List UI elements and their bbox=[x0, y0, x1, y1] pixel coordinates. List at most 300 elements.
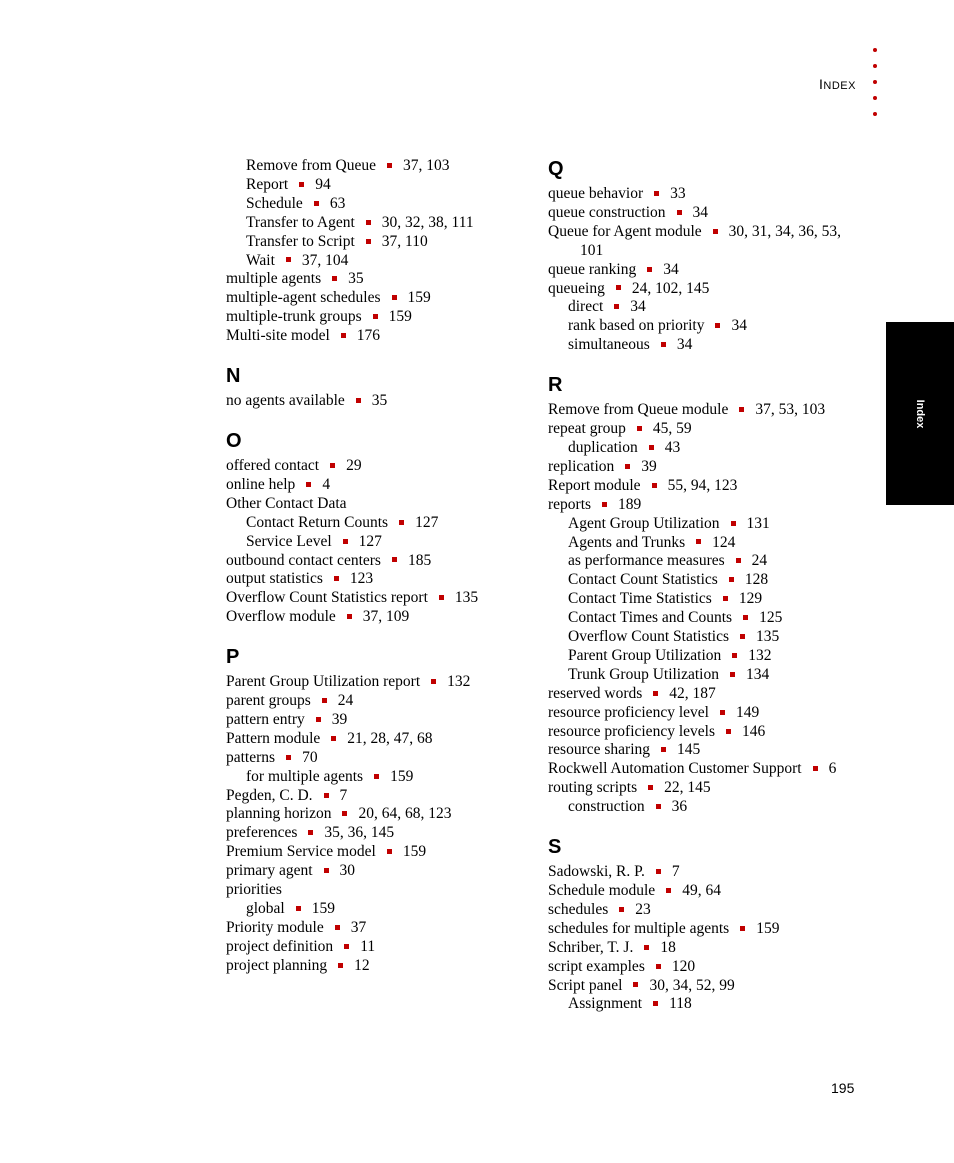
page-references: 63 bbox=[329, 194, 346, 212]
bullet-icon bbox=[392, 295, 397, 300]
bullet-icon bbox=[392, 557, 397, 562]
bullet-icon bbox=[334, 576, 339, 581]
index-term: schedules for multiple agents bbox=[548, 919, 730, 937]
page-references: 159 bbox=[402, 843, 427, 861]
page-references: 43 bbox=[664, 438, 681, 456]
index-term: Report bbox=[246, 175, 289, 193]
bullet-icon bbox=[813, 766, 818, 771]
page-references: 34 bbox=[663, 260, 679, 278]
index-entry bbox=[226, 881, 526, 900]
bullet-icon bbox=[625, 464, 630, 469]
index-subentry bbox=[548, 609, 868, 628]
index-term: Rockwell Automation Customer Support bbox=[548, 760, 802, 778]
index-subentry bbox=[548, 552, 868, 571]
page-references: 159 bbox=[388, 308, 412, 326]
page-references: 37, 110 bbox=[381, 232, 428, 250]
index-subentry bbox=[548, 628, 868, 647]
index-entry bbox=[226, 805, 526, 824]
page-references: 159 bbox=[407, 289, 431, 307]
bullet-icon bbox=[731, 521, 736, 526]
index-term: online help bbox=[226, 475, 296, 493]
bullet-icon bbox=[387, 163, 392, 168]
page-references: 145 bbox=[677, 741, 701, 759]
index-entry bbox=[226, 570, 526, 589]
bullet-icon bbox=[341, 333, 346, 338]
bullet-icon bbox=[342, 811, 347, 816]
index-term: outbound contact centers bbox=[226, 551, 381, 569]
page-references: 30, 32, 38, 111 bbox=[381, 213, 474, 231]
dot-icon bbox=[873, 112, 877, 116]
page-references: 94 bbox=[315, 175, 331, 193]
page-references: 23 bbox=[635, 900, 651, 918]
page-references: 35 bbox=[348, 270, 364, 288]
bullet-icon bbox=[286, 257, 291, 262]
index-term: duplication bbox=[568, 438, 638, 456]
index-term: Report module bbox=[548, 476, 641, 494]
page-references: 132 bbox=[447, 673, 471, 691]
bullet-icon bbox=[656, 964, 661, 969]
index-entry bbox=[226, 938, 526, 957]
bullet-icon bbox=[286, 755, 291, 760]
index-term: Contact Count Statistics bbox=[568, 571, 718, 589]
page-references: 146 bbox=[741, 722, 766, 740]
index-term: Other Contact Data bbox=[226, 494, 347, 512]
bullet-icon bbox=[730, 672, 735, 677]
index-term: planning horizon bbox=[226, 805, 332, 823]
index-entry bbox=[226, 730, 526, 749]
bullet-icon bbox=[739, 407, 744, 412]
bullet-icon bbox=[647, 267, 652, 272]
bullet-icon bbox=[653, 691, 658, 696]
bullet-icon bbox=[330, 463, 335, 468]
index-term: queue behavior bbox=[548, 185, 644, 202]
index-term: priorities bbox=[226, 881, 282, 899]
bullet-icon bbox=[720, 710, 725, 715]
page-references: 30 bbox=[339, 862, 356, 880]
bullet-icon bbox=[740, 926, 745, 931]
bullet-icon bbox=[335, 925, 340, 930]
bullet-icon bbox=[661, 747, 666, 752]
index-term: 101 bbox=[580, 241, 604, 259]
index-term: Agent Group Utilization bbox=[568, 514, 720, 532]
index-subentry bbox=[548, 534, 868, 553]
index-entry bbox=[548, 223, 868, 242]
bullet-icon bbox=[726, 729, 731, 734]
index-entry bbox=[548, 261, 868, 280]
running-header bbox=[819, 76, 856, 92]
bullet-icon bbox=[732, 653, 737, 658]
index-entry bbox=[548, 939, 868, 958]
index-subentry bbox=[548, 298, 868, 317]
bullet-icon bbox=[652, 483, 657, 488]
index-term: resource proficiency levels bbox=[548, 722, 715, 740]
index-term: Parent Group Utilization report bbox=[226, 673, 421, 691]
index-term: Transfer to Script bbox=[246, 232, 355, 250]
index-subentry bbox=[548, 647, 868, 666]
bullet-icon bbox=[666, 888, 671, 893]
index-term: offered contact bbox=[226, 456, 320, 474]
index-term: Sadowski, R. P. bbox=[548, 863, 645, 881]
page-references: 45, 59 bbox=[652, 420, 692, 438]
index-term: direct bbox=[568, 298, 604, 316]
index-subentry bbox=[548, 995, 868, 1014]
dot-icon bbox=[873, 48, 877, 52]
index-entry bbox=[226, 392, 526, 411]
bullet-icon bbox=[740, 634, 745, 639]
index-term: for multiple agents bbox=[246, 767, 364, 785]
index-subentry bbox=[548, 590, 868, 609]
index-term: Schedule bbox=[246, 194, 303, 212]
page-references: 7 bbox=[671, 863, 680, 881]
page-references: 24 bbox=[751, 552, 768, 570]
index-term: Transfer to Agent bbox=[246, 213, 355, 231]
index-term: Contact Time Statistics bbox=[568, 590, 712, 608]
index-term: script examples bbox=[548, 957, 645, 975]
index-term: rank based on priority bbox=[568, 317, 705, 335]
index-term: Multi-site model bbox=[226, 327, 330, 345]
index-entry bbox=[226, 495, 526, 514]
page-references: 37, 109 bbox=[362, 608, 410, 626]
index-term: pattern entry bbox=[226, 710, 305, 728]
index-entry bbox=[226, 843, 526, 862]
index-entry bbox=[226, 957, 526, 976]
index-column-right bbox=[548, 157, 868, 1014]
page-references: 34 bbox=[676, 336, 693, 354]
index-term: no agents available bbox=[226, 392, 345, 410]
index-subentry bbox=[226, 195, 526, 214]
index-subentry bbox=[548, 336, 868, 355]
page-references: 36 bbox=[671, 798, 688, 816]
page-references: 128 bbox=[744, 571, 769, 589]
index-term: Parent Group Utilization bbox=[568, 646, 722, 664]
index-entry bbox=[226, 457, 526, 476]
index-entry bbox=[548, 882, 868, 901]
page-references: 49, 64 bbox=[682, 882, 721, 899]
index-term: output statistics bbox=[226, 570, 323, 588]
section-letter: Q bbox=[548, 158, 564, 180]
bullet-icon bbox=[743, 615, 748, 620]
index-term: Assignment bbox=[568, 995, 643, 1013]
index-term: multiple-trunk groups bbox=[226, 308, 362, 326]
index-entry bbox=[548, 704, 868, 723]
page-references: 11 bbox=[360, 937, 376, 955]
dot-icon bbox=[873, 80, 877, 84]
index-entry bbox=[226, 692, 526, 711]
index-term: Schriber, T. J. bbox=[548, 938, 634, 956]
page-references: 185 bbox=[407, 551, 432, 569]
index-term: Priority module bbox=[226, 918, 324, 936]
page-references: 159 bbox=[390, 767, 414, 785]
page-references: 37, 104 bbox=[301, 251, 349, 269]
index-term: Remove from Queue module bbox=[548, 401, 729, 419]
index-entry bbox=[548, 496, 868, 515]
page-references: 33 bbox=[670, 185, 686, 202]
bullet-icon bbox=[347, 614, 352, 619]
index-entry bbox=[226, 787, 526, 806]
page-references: 70 bbox=[302, 748, 318, 766]
bullet-icon bbox=[306, 482, 311, 487]
index-entry bbox=[548, 242, 868, 261]
page-references: 30, 31, 34, 36, 53, bbox=[728, 222, 842, 240]
index-subentry bbox=[226, 900, 526, 919]
index-entry bbox=[548, 420, 868, 439]
index-term: Pegden, C. D. bbox=[226, 786, 313, 804]
index-term: Overflow Count Statistics report bbox=[226, 589, 428, 607]
index-subentry bbox=[226, 768, 526, 787]
index-entry bbox=[548, 401, 868, 420]
index-entry bbox=[226, 608, 526, 627]
bullet-icon bbox=[633, 982, 638, 987]
page-references: 189 bbox=[618, 495, 642, 513]
index-entry bbox=[226, 552, 526, 571]
page-references: 34 bbox=[630, 298, 646, 316]
index-term: Queue for Agent module bbox=[548, 222, 702, 240]
bullet-icon bbox=[729, 577, 734, 582]
header-initial: I bbox=[819, 76, 824, 92]
index-term: project planning bbox=[226, 956, 328, 974]
bullet-icon bbox=[715, 323, 720, 328]
bullet-icon bbox=[649, 445, 654, 450]
index-entry bbox=[548, 185, 868, 204]
index-entry bbox=[548, 204, 868, 223]
index-subentry bbox=[548, 317, 868, 336]
page-references: 159 bbox=[311, 900, 335, 917]
bullet-icon bbox=[356, 398, 361, 403]
page-references: 30, 34, 52, 99 bbox=[649, 976, 735, 994]
index-entry bbox=[548, 280, 868, 299]
index-term: Script panel bbox=[548, 976, 623, 994]
index-term: multiple-agent schedules bbox=[226, 289, 381, 307]
section-tab bbox=[886, 322, 954, 505]
index-term: reserved words bbox=[548, 684, 643, 702]
page-references: 39 bbox=[331, 710, 348, 728]
index-entry bbox=[548, 958, 868, 977]
page-references: 127 bbox=[358, 532, 382, 550]
index-subentry bbox=[226, 233, 526, 252]
bullet-icon bbox=[661, 342, 666, 347]
index-entry bbox=[548, 760, 868, 779]
bullet-icon bbox=[653, 1001, 658, 1006]
page-references: 118 bbox=[669, 995, 692, 1013]
bullet-icon bbox=[332, 276, 337, 281]
index-entry bbox=[226, 824, 526, 843]
index-term: schedules bbox=[548, 900, 609, 918]
bullet-icon bbox=[648, 785, 653, 790]
index-entry bbox=[226, 673, 526, 692]
index-entry bbox=[548, 779, 868, 798]
page-references: 6 bbox=[828, 760, 837, 778]
page-references: 29 bbox=[346, 456, 362, 474]
index-entry bbox=[226, 270, 526, 289]
page-references: 134 bbox=[745, 665, 770, 683]
index-term: Schedule module bbox=[548, 882, 656, 899]
index-term: simultaneous bbox=[568, 336, 650, 354]
page-references: 24 bbox=[337, 692, 354, 710]
decorative-dots bbox=[873, 48, 881, 128]
index-term: Agents and Trunks bbox=[568, 533, 686, 551]
bullet-icon bbox=[366, 220, 371, 225]
index-entry bbox=[548, 901, 868, 920]
page-references: 37 bbox=[350, 918, 367, 936]
index-term: global bbox=[246, 900, 285, 917]
bullet-icon bbox=[296, 906, 301, 911]
bullet-icon bbox=[439, 595, 444, 600]
index-term: Overflow Count Statistics bbox=[568, 628, 730, 646]
index-term: as performance measures bbox=[568, 552, 725, 570]
page-references: 12 bbox=[354, 956, 370, 974]
bullet-icon bbox=[619, 907, 624, 912]
index-entry bbox=[548, 685, 868, 704]
header-rest: NDEX bbox=[823, 80, 856, 92]
bullet-icon bbox=[656, 869, 661, 874]
bullet-icon bbox=[654, 191, 659, 196]
index-entry bbox=[226, 862, 526, 881]
bullet-icon bbox=[399, 520, 404, 525]
page-references: 131 bbox=[746, 514, 770, 532]
bullet-icon bbox=[299, 182, 304, 187]
index-column-left bbox=[226, 157, 526, 976]
index-entry bbox=[226, 589, 526, 608]
page-references: 176 bbox=[356, 327, 381, 345]
index-entry bbox=[548, 863, 868, 882]
index-term: routing scripts bbox=[548, 779, 638, 797]
index-term: repeat group bbox=[548, 420, 626, 438]
index-subentry bbox=[548, 666, 868, 685]
index-term: parent groups bbox=[226, 692, 311, 710]
page-references: 129 bbox=[738, 590, 763, 608]
index-entry bbox=[226, 327, 526, 346]
index-term: Contact Return Counts bbox=[246, 513, 389, 531]
page-references: 135 bbox=[756, 628, 780, 646]
page-number: 195 bbox=[831, 1080, 855, 1096]
bullet-icon bbox=[374, 774, 379, 779]
page-references: 20, 64, 68, 123 bbox=[358, 805, 452, 823]
index-subentry bbox=[226, 514, 526, 533]
page-references: 37, 103 bbox=[403, 157, 450, 174]
bullet-icon bbox=[338, 963, 343, 968]
index-term: resource proficiency level bbox=[548, 703, 709, 721]
index-term: primary agent bbox=[226, 862, 313, 880]
bullet-icon bbox=[331, 736, 336, 741]
index-subentry bbox=[548, 515, 868, 534]
bullet-icon bbox=[637, 426, 642, 431]
index-subentry bbox=[548, 439, 868, 458]
index-entry bbox=[548, 723, 868, 742]
section-letter: N bbox=[226, 365, 241, 388]
index-term: Trunk Group Utilization bbox=[568, 665, 719, 683]
section-letter: P bbox=[226, 646, 240, 669]
index-entry bbox=[548, 458, 868, 477]
bullet-icon bbox=[696, 539, 701, 544]
bullet-icon bbox=[366, 239, 371, 244]
index-entry bbox=[226, 919, 526, 938]
index-entry bbox=[226, 749, 526, 768]
page-references: 42, 187 bbox=[669, 684, 716, 702]
index-entry bbox=[226, 711, 526, 730]
page-references: 149 bbox=[735, 703, 760, 721]
index-term: queueing bbox=[548, 279, 605, 297]
bullet-icon bbox=[316, 717, 321, 722]
dot-icon bbox=[873, 64, 877, 68]
bullet-icon bbox=[656, 804, 661, 809]
index-term: reports bbox=[548, 495, 592, 513]
page-references: 135 bbox=[454, 589, 479, 607]
index-term: project definition bbox=[226, 937, 334, 955]
index-entry bbox=[548, 977, 868, 996]
index-term: queue ranking bbox=[548, 260, 637, 278]
bullet-icon bbox=[677, 210, 682, 215]
page-references: 127 bbox=[415, 513, 439, 531]
page-references: 35, 36, 145 bbox=[324, 824, 395, 842]
section-letter: O bbox=[226, 429, 242, 452]
bullet-icon bbox=[322, 698, 327, 703]
bullet-icon bbox=[324, 793, 329, 798]
page-references: 4 bbox=[322, 475, 331, 493]
bullet-icon bbox=[616, 285, 621, 290]
bullet-icon bbox=[713, 229, 718, 234]
page-references: 34 bbox=[731, 317, 747, 335]
bullet-icon bbox=[431, 679, 436, 684]
index-term: replication bbox=[548, 457, 615, 475]
index-subentry bbox=[226, 533, 526, 552]
page-references: 39 bbox=[641, 457, 657, 475]
bullet-icon bbox=[614, 304, 619, 309]
index-term: Contact Times and Counts bbox=[568, 609, 733, 627]
page-references: 55, 94, 123 bbox=[667, 476, 738, 494]
page-references: 120 bbox=[671, 957, 696, 975]
bullet-icon bbox=[343, 539, 348, 544]
page-references: 124 bbox=[712, 533, 736, 551]
index-subentry bbox=[226, 252, 526, 271]
index-term: resource sharing bbox=[548, 741, 650, 759]
section-letter: S bbox=[548, 836, 562, 859]
page-references: 132 bbox=[748, 646, 772, 664]
index-term: multiple agents bbox=[226, 270, 322, 288]
index-subentry bbox=[226, 157, 526, 176]
bullet-icon bbox=[344, 944, 349, 949]
index-term: Pattern module bbox=[226, 729, 321, 747]
section-tab-label: Index bbox=[914, 399, 926, 428]
index-entry bbox=[226, 476, 526, 495]
index-entry bbox=[548, 920, 868, 939]
index-subentry bbox=[548, 571, 868, 590]
bullet-icon bbox=[324, 868, 329, 873]
section-letter: R bbox=[548, 374, 563, 397]
index-term: Wait bbox=[246, 251, 275, 269]
page-references: 34 bbox=[692, 203, 709, 221]
bullet-icon bbox=[602, 502, 607, 507]
bullet-icon bbox=[644, 945, 649, 950]
dot-icon bbox=[873, 96, 877, 100]
index-term: queue construction bbox=[548, 203, 666, 221]
bullet-icon bbox=[387, 849, 392, 854]
bullet-icon bbox=[314, 201, 319, 206]
page-references: 21, 28, 47, 68 bbox=[347, 729, 433, 747]
page-references: 18 bbox=[660, 938, 676, 956]
index-subentry bbox=[226, 176, 526, 195]
index-term: Premium Service model bbox=[226, 843, 376, 861]
index-subentry bbox=[548, 798, 868, 817]
index-term: patterns bbox=[226, 748, 276, 766]
index-subentry bbox=[226, 214, 526, 233]
index-entry bbox=[226, 289, 526, 308]
page-references: 22, 145 bbox=[664, 779, 711, 797]
page-references: 159 bbox=[756, 919, 780, 937]
page-references: 7 bbox=[339, 786, 348, 804]
bullet-icon bbox=[723, 596, 728, 601]
bullet-icon bbox=[373, 314, 378, 319]
index-entry bbox=[548, 477, 868, 496]
